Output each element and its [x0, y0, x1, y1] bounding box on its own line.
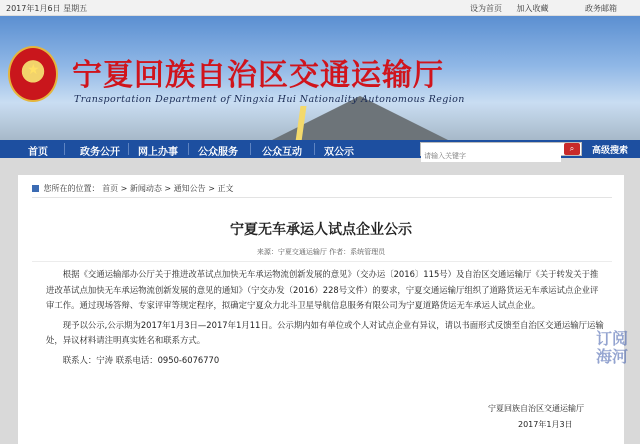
- add-favorite-link[interactable]: 加入收藏: [516, 4, 549, 13]
- signature-date: 2017年1月3日: [518, 420, 573, 429]
- search-icon: ⌕: [569, 144, 575, 153]
- top-links: [470, 3, 561, 14]
- search-input[interactable]: [421, 150, 561, 162]
- article-title: 宁夏无车承运人试点企业公示: [230, 222, 412, 238]
- star-icon: ★: [27, 62, 40, 78]
- header-banner: [0, 16, 640, 140]
- nav-home[interactable]: 首页: [28, 147, 48, 158]
- search-box: [420, 142, 582, 156]
- site-subtitle: Transportation Department of Ningxia Hui Nationality Autonomous Region: [74, 94, 465, 105]
- current-date: 2017年1月6日 星期五: [6, 4, 88, 13]
- search-button[interactable]: [564, 143, 580, 155]
- nav-divider: [314, 143, 315, 155]
- breadcrumb: [32, 183, 233, 194]
- article-paragraph: 根据《交通运输部办公厅关于推进改革试点加快无车承运物流创新发展的意见》（交办运〔2016〕115号）及自治区交通运输厅《关于转发关于推进改革试点加快无车承运物流创新发展的意见的通知》（宁交办发（2016）228号文件）的要求，宁夏交通运输厅组织了道路货运无车承运试点企业评审工作。通过现场答辩、专家评审等规定程序，拟确定宁夏众力北斗卫星导航信息服务有限公司为宁夏道路货运无车承运人试点企业。: [46, 269, 599, 310]
- article-body: [46, 267, 606, 372]
- divider: [32, 197, 612, 198]
- nav-double-publicity[interactable]: 双公示: [324, 147, 354, 158]
- article-panel: [18, 175, 624, 444]
- nav-online-service[interactable]: 网上办事: [138, 147, 178, 158]
- article-meta: 来源：宁夏交通运输厅 作者：系统管理员: [256, 248, 386, 256]
- nav-divider: [64, 143, 65, 155]
- nav-public-interaction[interactable]: 公众互动: [262, 147, 302, 158]
- nav-public-service[interactable]: 公众服务: [198, 147, 238, 158]
- contact-line: 联系人：宁涛 联系电话：0950-6076770: [62, 354, 220, 365]
- gov-mail-link[interactable]: 政务邮箱: [585, 4, 617, 13]
- signature: 宁夏回族自治区交通运输厅: [488, 404, 584, 413]
- home-icon: [32, 185, 39, 192]
- national-emblem-icon: [8, 46, 58, 102]
- site-title: 宁夏回族自治区交通运输厅: [72, 58, 444, 93]
- nav-gov-affairs[interactable]: 政务公开: [80, 147, 120, 158]
- nav-divider: [250, 143, 251, 155]
- nav-divider: [128, 143, 129, 155]
- advanced-search-link[interactable]: 高级搜索: [592, 146, 629, 156]
- breadcrumb-path[interactable]: 首页 > 新闻动态 > 通知公告 > 正文: [102, 184, 234, 193]
- main-nav: [0, 140, 640, 158]
- divider: [32, 261, 612, 262]
- nav-divider: [188, 143, 189, 155]
- watermark-stamp: 订阅海河: [596, 329, 629, 366]
- article-paragraph: 现予以公示,公示期为2017年1月3日—2017年1月11日。公示期内如有单位或个人对试点企业有异议，请以书面形式反馈至自治区交通运输厅运输处，异议材料请注明真实姓名和联系方式。: [46, 319, 604, 345]
- set-homepage-link[interactable]: 设为首页: [470, 4, 502, 13]
- top-bar: [0, 0, 640, 16]
- breadcrumb-prefix: 您所在的位置：: [43, 184, 100, 193]
